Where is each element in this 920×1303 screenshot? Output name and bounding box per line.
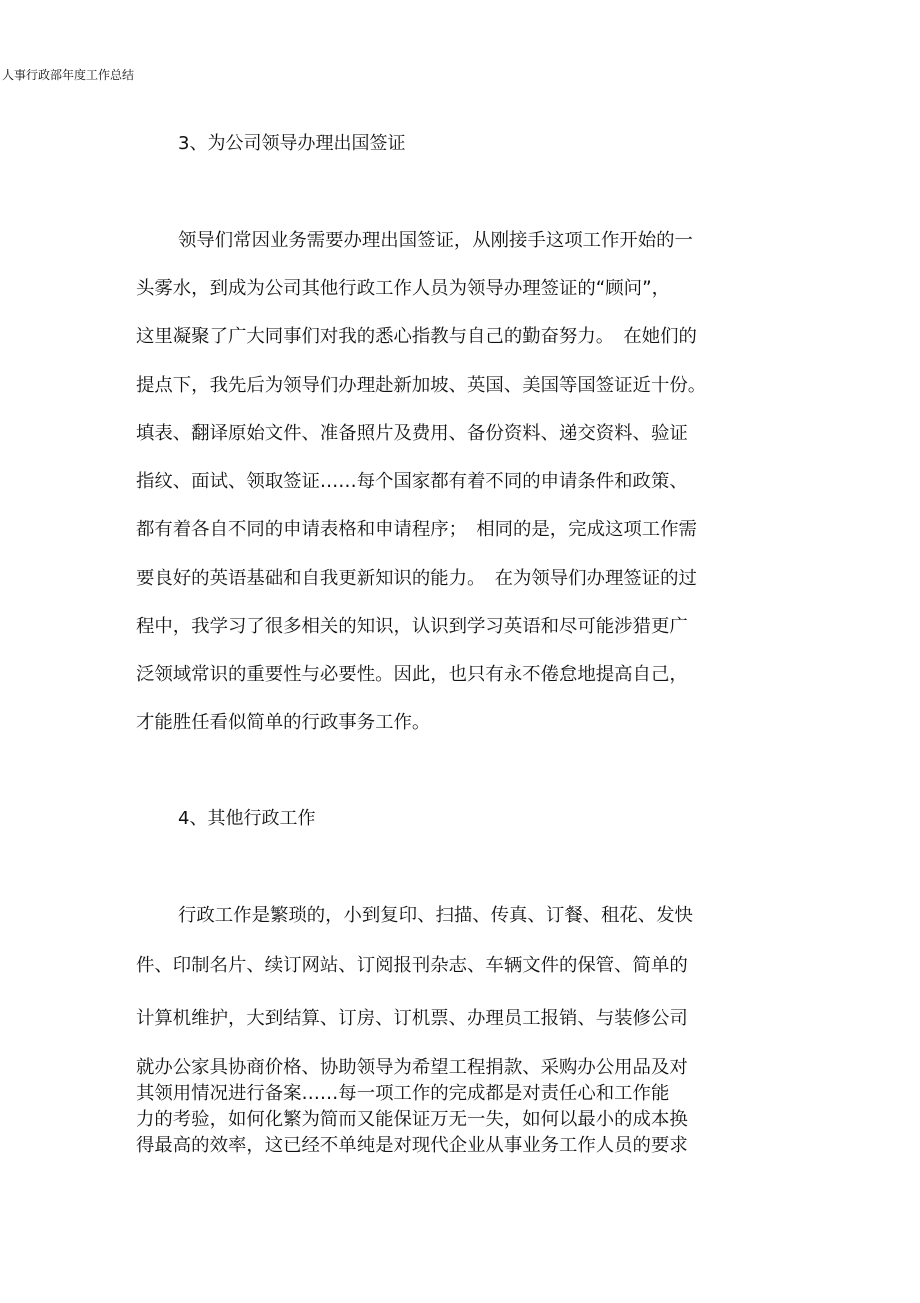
body-line: 计算机维护，大到结算、订房、订机票、办理员工报销、与装修公司	[136, 1008, 688, 1029]
body-line: 件、印制名片、续订网站、订阅报刊杂志、车辆文件的保管、简单的	[136, 955, 688, 976]
body-line: 填表、翻译原始文件、准备照片及费用、备份资料、递交资料、验证	[136, 423, 688, 444]
section-4-heading: 4、其他行政工作	[178, 808, 316, 829]
body-line: 力的考验，如何化繁为简而又能保证万无一失，如何以最小的成本换	[136, 1109, 688, 1130]
body-line: 要良好的英语基础和自我更新知识的能力。 在为领导们办理签证的过	[136, 568, 697, 589]
body-line: 提点下，我先后为领导们办理赴新加坡、英国、美国等国签证近十份。	[136, 375, 707, 396]
body-line: 指纹、面试、领取签证……每个国家都有着不同的申请条件和政策、	[136, 471, 688, 492]
body-line: 程中，我学习了很多相关的知识，认识到学习英语和尽可能涉猎更广	[136, 616, 688, 637]
body-line: 得最高的效率，这已经不单纯是对现代企业从事业务工作人员的要求	[136, 1135, 688, 1156]
body-line: 领导们常因业务需要办理出国签证，从刚接手这项工作开始的一	[178, 230, 693, 251]
running-header: 人事行政部年度工作总结	[2, 68, 135, 82]
body-line: 就办公家具协商价格、协助领导为希望工程捐款、采购办公用品及对	[136, 1057, 688, 1078]
section-3-heading: 3、为公司领导办理出国签证	[178, 133, 406, 154]
body-line: 头雾水，到成为公司其他行政工作人员为领导办理签证的“顾问”，	[136, 278, 670, 299]
body-line: 都有着各自不同的申请表格和申请程序； 相同的是，完成这项工作需	[136, 519, 697, 540]
body-line: 才能胜任看似简单的行政事务工作。	[136, 712, 431, 733]
body-line: 行政工作是繁琐的，小到复印、扫描、传真、订餐、租花、发快	[178, 905, 693, 926]
body-line: 泛领域常识的重要性与必要性。因此，也只有永不倦怠地提高自己，	[136, 664, 688, 685]
body-line: 其领用情况进行备案……每一项工作的完成都是对责任心和工作能	[136, 1083, 670, 1104]
body-line: 这里凝聚了广大同事们对我的悉心指教与自己的勤奋努力。 在她们的	[136, 326, 697, 347]
